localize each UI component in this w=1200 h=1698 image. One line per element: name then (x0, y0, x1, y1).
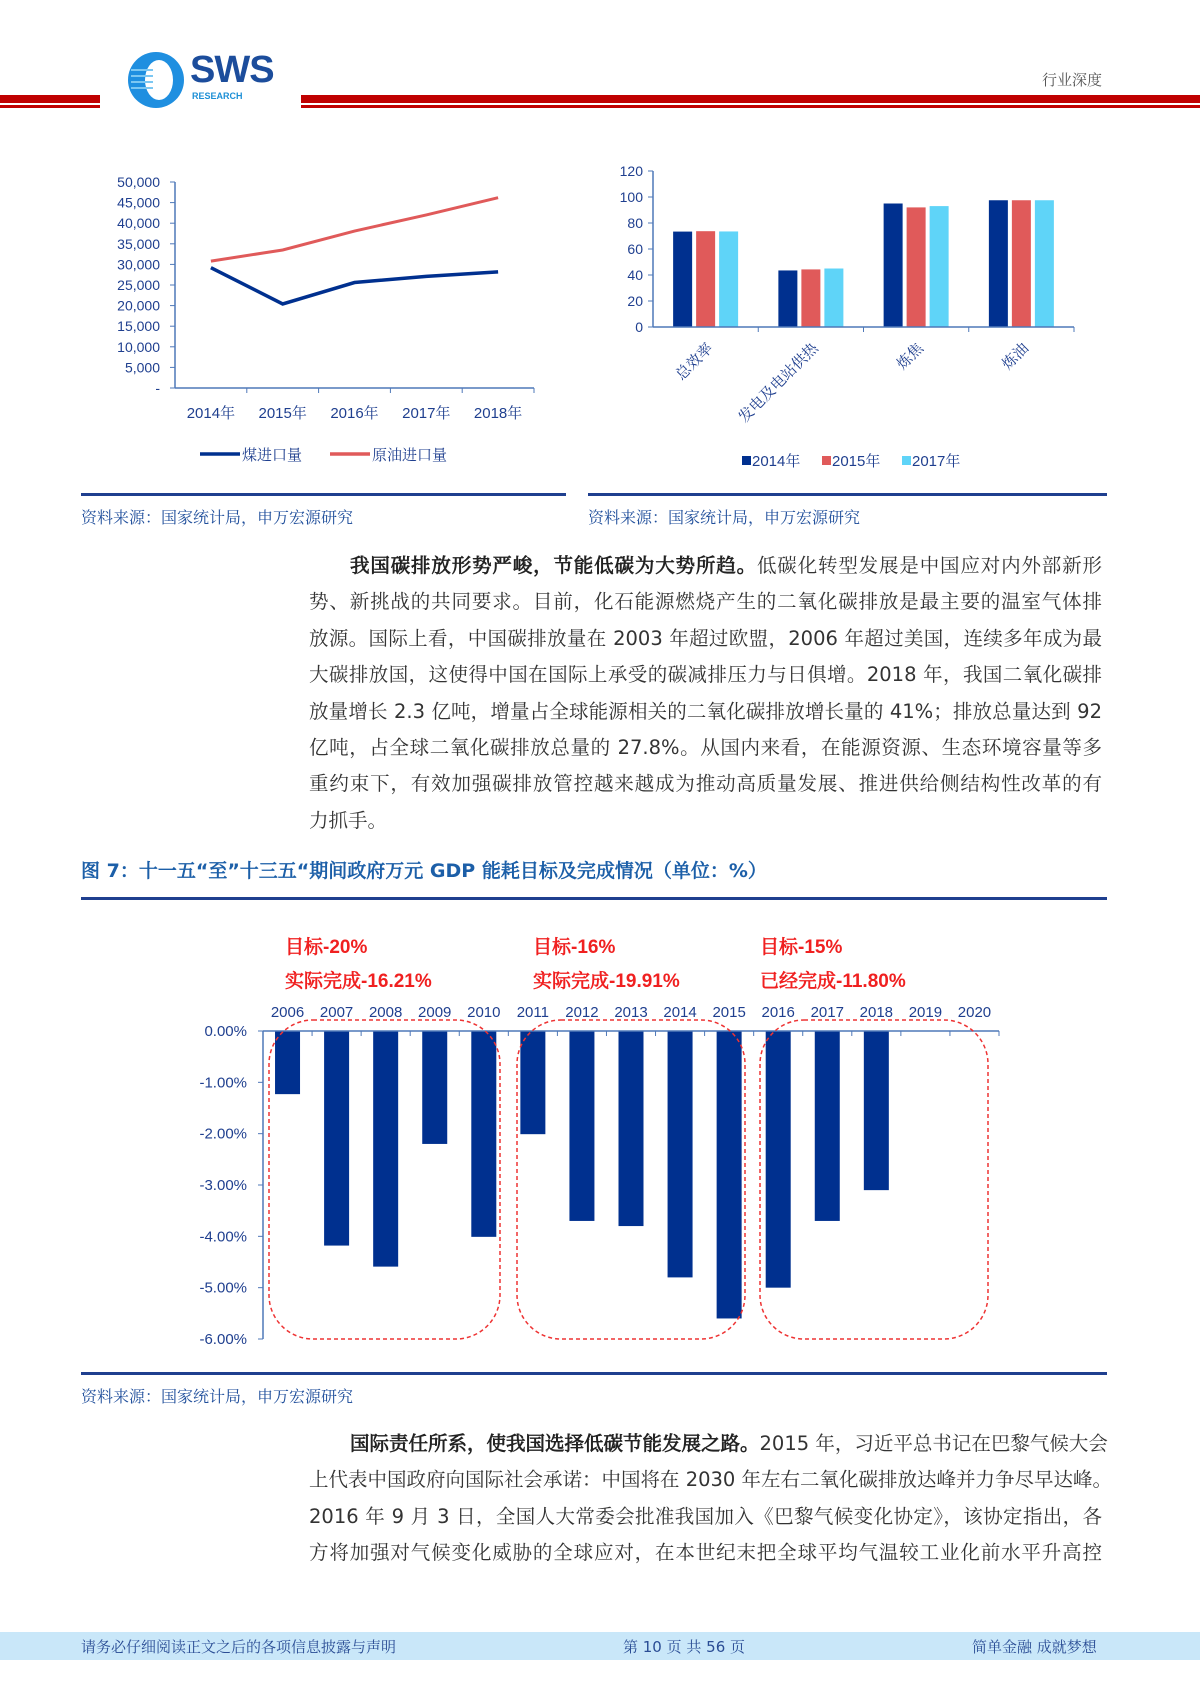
x-tick-label: 2017 (810, 1004, 844, 1021)
paragraph-line: 重约束下，有效加强碳排放管控越来越成为推动高质量发展、推进供给侧结构性改革的有 (309, 772, 1102, 796)
paragraph-line: 低碳化转型发展是中国应对内外部新形 (756, 554, 1102, 577)
bar-2014年 (884, 204, 903, 328)
legend-label: 原油进口量 (372, 447, 448, 464)
annotation-target: 目标-15% (760, 937, 843, 958)
bar-2014 (668, 1031, 693, 1277)
legend-swatch (822, 456, 831, 465)
bar-2015年 (907, 207, 926, 327)
y-tick-label: 30,000 (117, 256, 160, 273)
bar-2008 (373, 1031, 398, 1267)
y-tick-label: 5,000 (124, 359, 160, 376)
x-tick-label: 2018 (859, 1004, 894, 1021)
y-tick-label: -1.00% (199, 1074, 247, 1092)
gdp-energy-bar-chart (0, 920, 1200, 1360)
y-tick-label: -6.00% (199, 1331, 247, 1348)
annotation-target: 目标-16% (533, 937, 616, 958)
legend-label: 2017年 (912, 453, 961, 470)
y-tick-label: 120 (619, 163, 643, 179)
bar-2007 (324, 1031, 349, 1246)
x-tick-label: 2013 (614, 1004, 648, 1021)
y-tick-label: 40 (627, 267, 643, 283)
y-tick-label: 80 (627, 215, 643, 231)
y-tick-label: -5.00% (199, 1279, 247, 1297)
efficiency-bar-chart (590, 150, 1110, 480)
figure-title-rule (81, 897, 1107, 900)
x-tick-label: 2018年 (473, 405, 523, 422)
paragraph-line: 大碳排放国，这使得中国在国际上承受的碳减排压力与日俱增。2018 年，我国二氧化碳排 (309, 663, 1102, 687)
paragraph-line: 2015 年，习近平总书记在巴黎气候大会 (759, 1432, 1108, 1455)
paragraph-line: 力抓手。 (309, 808, 388, 832)
bar-2018 (864, 1031, 889, 1190)
y-tick-label: -2.00% (199, 1125, 247, 1143)
legend-swatch (902, 456, 911, 465)
report-type-tag: 行业深度 (1042, 71, 1103, 89)
paragraph-line: 方将加强对气候变化威胁的全球应对，在本世纪末把全球平均气温较工业化前水平升高控 (309, 1541, 1102, 1565)
header-rule-right (301, 95, 1200, 103)
legend-label: 2015年 (832, 453, 881, 470)
x-tick-label: 2014 (663, 1004, 697, 1021)
y-tick-label: 0.00% (204, 1023, 247, 1040)
x-tick-label: 发电及电站供热 (735, 339, 822, 427)
annotation-actual: 实际完成-19.91% (533, 971, 680, 992)
x-tick-label: 2019 (908, 1004, 943, 1021)
x-tick-label: 2016年 (330, 405, 379, 422)
x-tick-label: 2015年 (258, 405, 307, 422)
bar-2017年 (1035, 200, 1054, 327)
legend-swatch (742, 456, 751, 465)
x-tick-label: 2009 (418, 1004, 452, 1021)
legend-label: 2014年 (752, 453, 801, 470)
y-tick-label: -3.00% (199, 1177, 247, 1194)
paragraph-carbon-emissions (309, 548, 1102, 839)
source-rule-fig7 (81, 1372, 1107, 1375)
logo-mark-icon (125, 50, 187, 110)
paragraph-line: 上代表中国政府向国际社会承诺：中国将在 2030 年左右二氧化碳排放达峰并力争尽早达峰。 (309, 1468, 1113, 1492)
y-tick-label: 0 (635, 319, 643, 335)
x-tick-label: 2015 (712, 1004, 746, 1021)
bar-2017年 (824, 269, 843, 328)
x-tick-label: 2008 (368, 1004, 403, 1021)
bar-2012 (569, 1031, 594, 1221)
bar-2014年 (989, 200, 1008, 327)
x-tick-label: 2014年 (186, 405, 236, 422)
source-fig7: 资料来源：国家统计局，申万宏源研究 (81, 1387, 354, 1406)
bar-2014年 (673, 232, 692, 327)
x-tick-label: 2006 (270, 1004, 305, 1021)
logo-subtext: RESEARCH (192, 91, 243, 101)
y-tick-label: 100 (619, 189, 643, 205)
y-tick-label: 35,000 (117, 235, 160, 252)
header-rule-right-thin (301, 105, 1200, 108)
y-tick-label: 20,000 (117, 297, 160, 314)
source-right: 资料来源：国家统计局，申万宏源研究 (588, 508, 861, 527)
bar-2015年 (1012, 200, 1031, 327)
x-tick-label: 炼焦 (893, 339, 927, 374)
x-tick-label: 2011 (516, 1004, 549, 1021)
bar-2017年 (930, 206, 949, 327)
annotation-actual: 实际完成-16.21% (285, 971, 432, 992)
source-rule-right (588, 493, 1107, 496)
y-tick-label: - (155, 380, 160, 396)
x-tick-label: 炼油 (998, 339, 1033, 374)
bar-2010 (471, 1031, 496, 1237)
source-left: 资料来源：国家统计局，申万宏源研究 (81, 508, 354, 527)
bar-2013 (619, 1031, 644, 1226)
logo-text: SWS (190, 49, 274, 91)
bar-2017 (815, 1031, 840, 1221)
y-tick-label: 45,000 (117, 194, 160, 211)
x-tick-label: 2010 (467, 1004, 501, 1021)
y-tick-label: 60 (627, 241, 643, 257)
paragraph-lead: 国际责任所系，使我国选择低碳节能发展之路。 (350, 1432, 760, 1455)
x-tick-label: 2020 (957, 1004, 992, 1021)
y-tick-label: 10,000 (117, 338, 160, 355)
bar-2015年 (801, 269, 820, 327)
paragraph-international-responsibility (309, 1426, 1113, 1572)
import-line-chart (0, 150, 580, 480)
y-tick-label: -4.00% (199, 1228, 247, 1246)
footer-band (0, 1632, 1200, 1660)
y-tick-label: 25,000 (117, 277, 160, 293)
bar-2015 (717, 1031, 742, 1318)
x-tick-label: 总效率 (672, 339, 717, 384)
header-rule-left (0, 95, 100, 103)
series-line-0 (211, 268, 498, 304)
bar-2017年 (719, 231, 738, 327)
annotation-actual: 已经完成-11.80% (760, 971, 906, 992)
y-tick-label: 40,000 (117, 215, 160, 232)
bar-2006 (275, 1031, 300, 1094)
paragraph-line: 放源。国际上看，中国碳排放量在 2003 年超过欧盟，2006 年超过美国，连续多年成为最 (309, 626, 1102, 650)
footer-slogan: 简单金融 成就梦想 (972, 1638, 1097, 1656)
x-tick-label: 2017年 (402, 405, 451, 422)
y-tick-label: 50,000 (117, 174, 160, 190)
annotation-target: 目标-20% (285, 937, 368, 958)
header-rule-left-thin (0, 105, 100, 108)
y-tick-label: 20 (627, 293, 643, 309)
legend-label: 煤进口量 (242, 447, 303, 464)
bar-2009 (422, 1031, 447, 1144)
source-rule-left (81, 493, 566, 496)
x-tick-label: 2012 (565, 1004, 599, 1021)
paragraph-line: 2016 年 9 月 3 日，全国人大常委会批准我国加入《巴黎气候变化协定》，该协定指出，各 (309, 1504, 1102, 1528)
bar-2015年 (696, 231, 715, 327)
paragraph-lead: 我国碳排放形势严峻，节能低碳为大势所趋。 (350, 554, 757, 577)
y-tick-label: 15,000 (117, 318, 160, 335)
bar-2016 (766, 1031, 791, 1288)
page-number: 第 10 页 共 56 页 (623, 1638, 746, 1656)
x-tick-label: 2016 (761, 1004, 795, 1021)
bar-2011 (520, 1031, 545, 1134)
footer-disclaimer[interactable]: 请务必仔细阅读正文之后的各项信息披露与声明 (81, 1638, 397, 1656)
paragraph-line: 放量增长 2.3 亿吨，增量占全球能源相关的二氧化碳排放增长量的 41%；排放总量达到 92 (309, 699, 1102, 723)
paragraph-line: 亿吨，占全球二氧化碳排放总量的 27.8%。从国内来看，在能源资源、生态环境容量等多 (309, 735, 1102, 759)
figure-7-title: 图 7：十一五“至”十三五“期间政府万元 GDP 能耗目标及完成情况（单位：%） (81, 860, 767, 882)
bar-2014年 (778, 270, 797, 327)
series-line-1 (211, 198, 498, 261)
x-tick-label: 2007 (319, 1004, 354, 1021)
paragraph-line: 势、新挑战的共同要求。目前，化石能源燃烧产生的二氧化碳排放是最主要的温室气体排 (309, 590, 1102, 614)
